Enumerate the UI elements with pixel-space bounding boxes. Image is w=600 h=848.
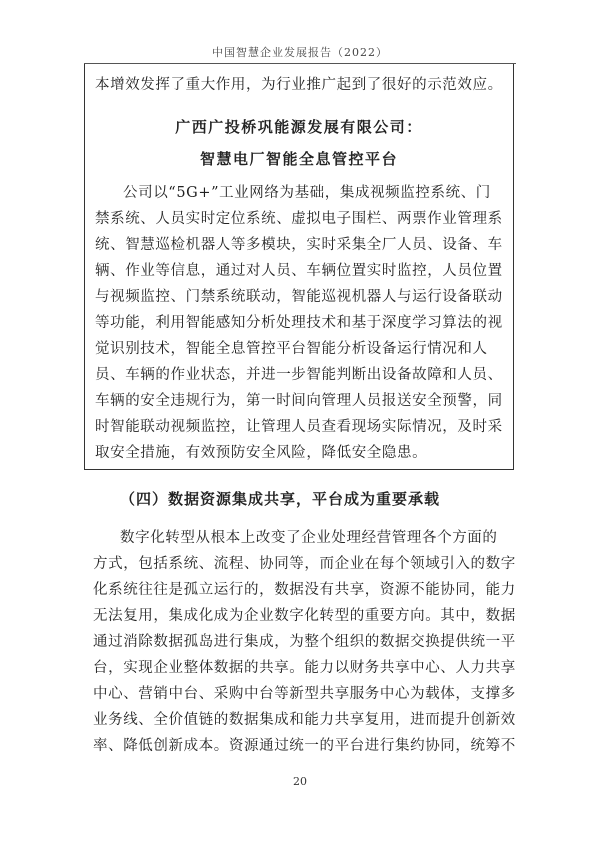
box-paragraph-line: 禁系统、人员实时定位系统、虚拟电子围栏、两票作业管理系 bbox=[95, 211, 503, 227]
case-study-box bbox=[84, 64, 514, 470]
body-paragraph-line: 率、降低创新成本。资源通过统一的平台进行集约协同，统筹不 bbox=[93, 738, 516, 754]
body-paragraph-line: 通过消除数据孤岛进行集成，为整个组织的数据交换提供统一平 bbox=[93, 634, 516, 650]
box-paragraph-line: 时智能联动视频监控，让管理人员查看现场实际情况，及时采 bbox=[95, 419, 503, 435]
box-paragraph-line: 统、智慧巡检机器人等多模块，实时采集全厂人员、设备、车 bbox=[95, 237, 503, 253]
body-paragraph-line: 化系统往往是孤立运行的，数据没有共享，资源不能协同，能力 bbox=[93, 582, 516, 598]
case-company-title: 广西广投桥巩能源发展有限公司： bbox=[175, 118, 423, 136]
section-heading: （四）数据资源集成共享，平台成为重要承载 bbox=[120, 490, 441, 508]
case-project-title: 智慧电厂智能全息管控平台 bbox=[199, 150, 398, 168]
body-paragraph-line: 数字化转型从根本上改变了企业处理经营管理各个方面的 bbox=[120, 530, 498, 546]
box-paragraph-line: 员、车辆的作业状态，并进一步智能判断出设备故障和人员、 bbox=[95, 367, 503, 383]
box-paragraph-line: 车辆的安全违规行为，第一时间向管理人员报送安全预警，同 bbox=[95, 393, 503, 409]
box-paragraph-line: 与视频监控、门禁系统联动，智能巡视机器人与运行设备联动 bbox=[95, 289, 503, 305]
body-paragraph-line: 台，实现企业整体数据的共享。能力以财务共享中心、人力共享 bbox=[93, 660, 516, 676]
box-continuation-line: 本增效发挥了重大作用，为行业推广起到了很好的示范效应。 bbox=[95, 77, 503, 93]
box-paragraph-line: 取安全措施，有效预防安全风险，降低安全隐患。 bbox=[95, 445, 428, 461]
body-paragraph-line: 中心、营销中台、采购中台等新型共享服务中心为载体，支撑多 bbox=[93, 686, 516, 702]
running-header: 中国智慧企业发展报告（2022） bbox=[212, 46, 388, 59]
body-paragraph-line: 无法复用，集成化成为企业数字化转型的重要方向。其中，数据 bbox=[93, 608, 516, 624]
page-number: 20 bbox=[293, 775, 307, 788]
box-paragraph-line: 等功能，利用智能感知分析处理技术和基于深度学习算法的视 bbox=[95, 315, 503, 331]
box-paragraph-line: 公司以“5G+”工业网络为基础，集成视频监控系统、门 bbox=[123, 185, 491, 201]
box-paragraph-line: 辆、作业等信息，通过对人员、车辆位置实时监控，人员位置 bbox=[95, 263, 503, 279]
body-paragraph-line: 方式，包括系统、流程、协同等，而企业在每个领域引入的数字 bbox=[93, 556, 516, 572]
body-paragraph-line: 业务线、全价值链的数据集成和能力共享复用，进而提升创新效 bbox=[93, 712, 516, 728]
box-paragraph-line: 觉识别技术，智能全息管控平台智能分析设备运行情况和人 bbox=[95, 341, 488, 357]
